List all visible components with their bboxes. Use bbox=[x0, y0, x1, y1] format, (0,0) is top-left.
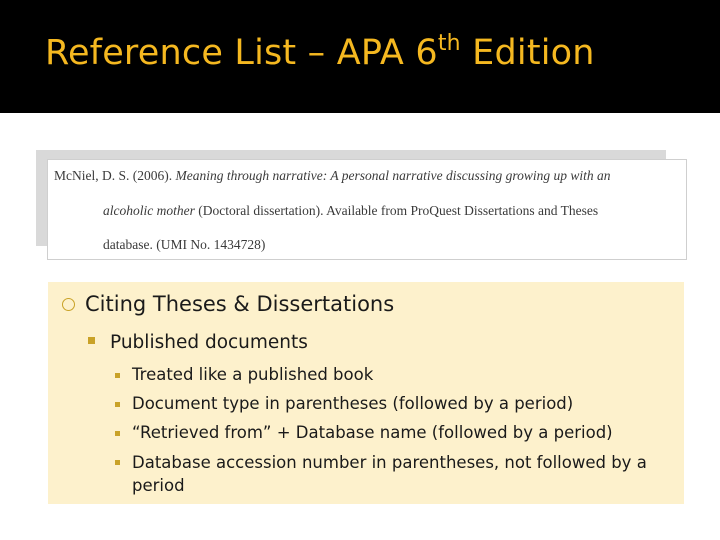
list-item-text: “Retrieved from” + Database name (followed by a period) bbox=[132, 423, 613, 442]
reference-line-2 bbox=[103, 203, 598, 219]
square-bullet-icon bbox=[88, 337, 95, 344]
reference-line-3: database. (UMI No. 1434728) bbox=[103, 237, 266, 252]
small-square-bullet-icon bbox=[115, 431, 120, 436]
reference-title-part2: alcoholic mother bbox=[103, 203, 195, 218]
list-item bbox=[115, 364, 675, 386]
reference-author: McNiel, D. S. (2006). bbox=[54, 168, 176, 183]
slide-title-superscript: th bbox=[437, 31, 461, 56]
list-item-text: Treated like a published book bbox=[132, 365, 374, 384]
reference-source: (Doctoral dissertation). Available from ProQuest Dissertations and Theses bbox=[194, 203, 599, 218]
slide-title bbox=[45, 31, 595, 73]
list-item bbox=[115, 393, 675, 415]
list-item-text: Document type in parentheses (followed by a period) bbox=[132, 394, 574, 413]
bullet-published-documents bbox=[88, 332, 308, 353]
small-square-bullet-icon bbox=[115, 460, 120, 465]
list-item-text: Database accession number in parentheses, not followed by a period bbox=[132, 453, 647, 495]
small-square-bullet-icon bbox=[115, 373, 120, 378]
list-item bbox=[115, 451, 675, 497]
bullet-citing-theses bbox=[62, 292, 394, 316]
reference-example-image bbox=[47, 159, 687, 260]
bullet-level1-text: Citing Theses & Dissertations bbox=[85, 292, 395, 316]
slide-title-end: Edition bbox=[460, 33, 595, 73]
slide-title-main: Reference List – APA 6 bbox=[45, 33, 438, 73]
list-item bbox=[115, 422, 675, 444]
sub-bullet-list bbox=[115, 364, 675, 504]
small-square-bullet-icon bbox=[115, 402, 120, 407]
reference-line-1 bbox=[54, 168, 611, 184]
hollow-circle-icon bbox=[62, 298, 75, 311]
bullet-level2-text: Published documents bbox=[110, 332, 308, 353]
reference-title-part1: Meaning through narrative: A personal narrative discussing growing up with an bbox=[175, 168, 611, 183]
